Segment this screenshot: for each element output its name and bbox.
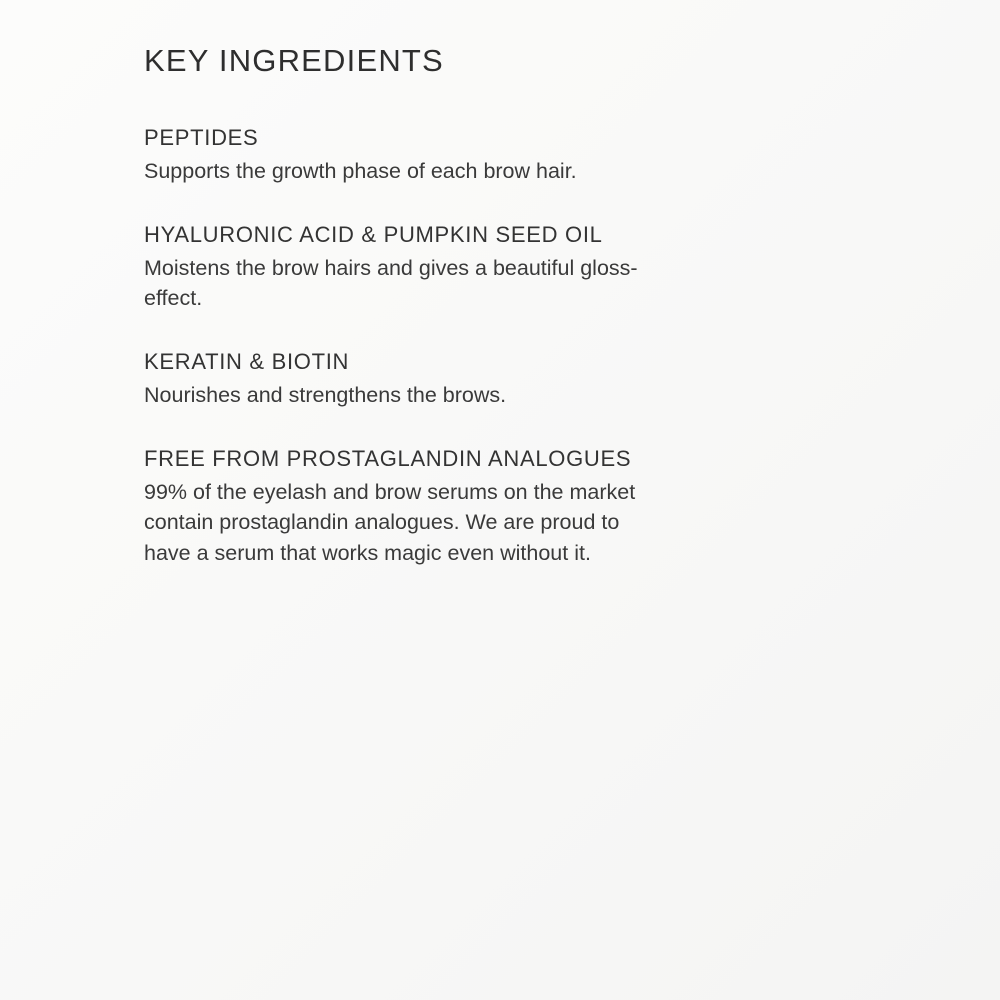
ingredient-block-free-from-prostaglandin-analogues xyxy=(144,445,664,569)
ingredient-block-hyaluronic-acid-pumpkin-seed-oil xyxy=(144,221,664,314)
ingredients-content xyxy=(144,44,664,568)
ingredient-heading: PEPTIDES xyxy=(144,125,259,151)
ingredient-heading: FREE FROM PROSTAGLANDIN ANALOGUES xyxy=(144,445,632,471)
ingredient-description: Moistens the brow hairs and gives a beautiful gloss-effect. xyxy=(144,255,638,311)
ingredient-description: 99% of the eyelash and brow serums on the market contain prostaglandin analogues. We are proud to have a serum that works magic even without it. xyxy=(144,479,636,565)
ingredient-description: Nourishes and strengthens the brows. xyxy=(144,383,507,408)
ingredient-heading: HYALURONIC ACID & PUMPKIN SEED OIL xyxy=(144,221,603,247)
page-title: KEY INGREDIENTS xyxy=(144,43,444,78)
ingredient-heading: KERATIN & BIOTIN xyxy=(144,348,350,374)
ingredient-block-peptides xyxy=(144,124,664,187)
ingredient-block-keratin-biotin xyxy=(144,348,664,411)
ingredient-description: Supports the growth phase of each brow hair. xyxy=(144,159,577,184)
product-photo xyxy=(660,0,1000,1000)
